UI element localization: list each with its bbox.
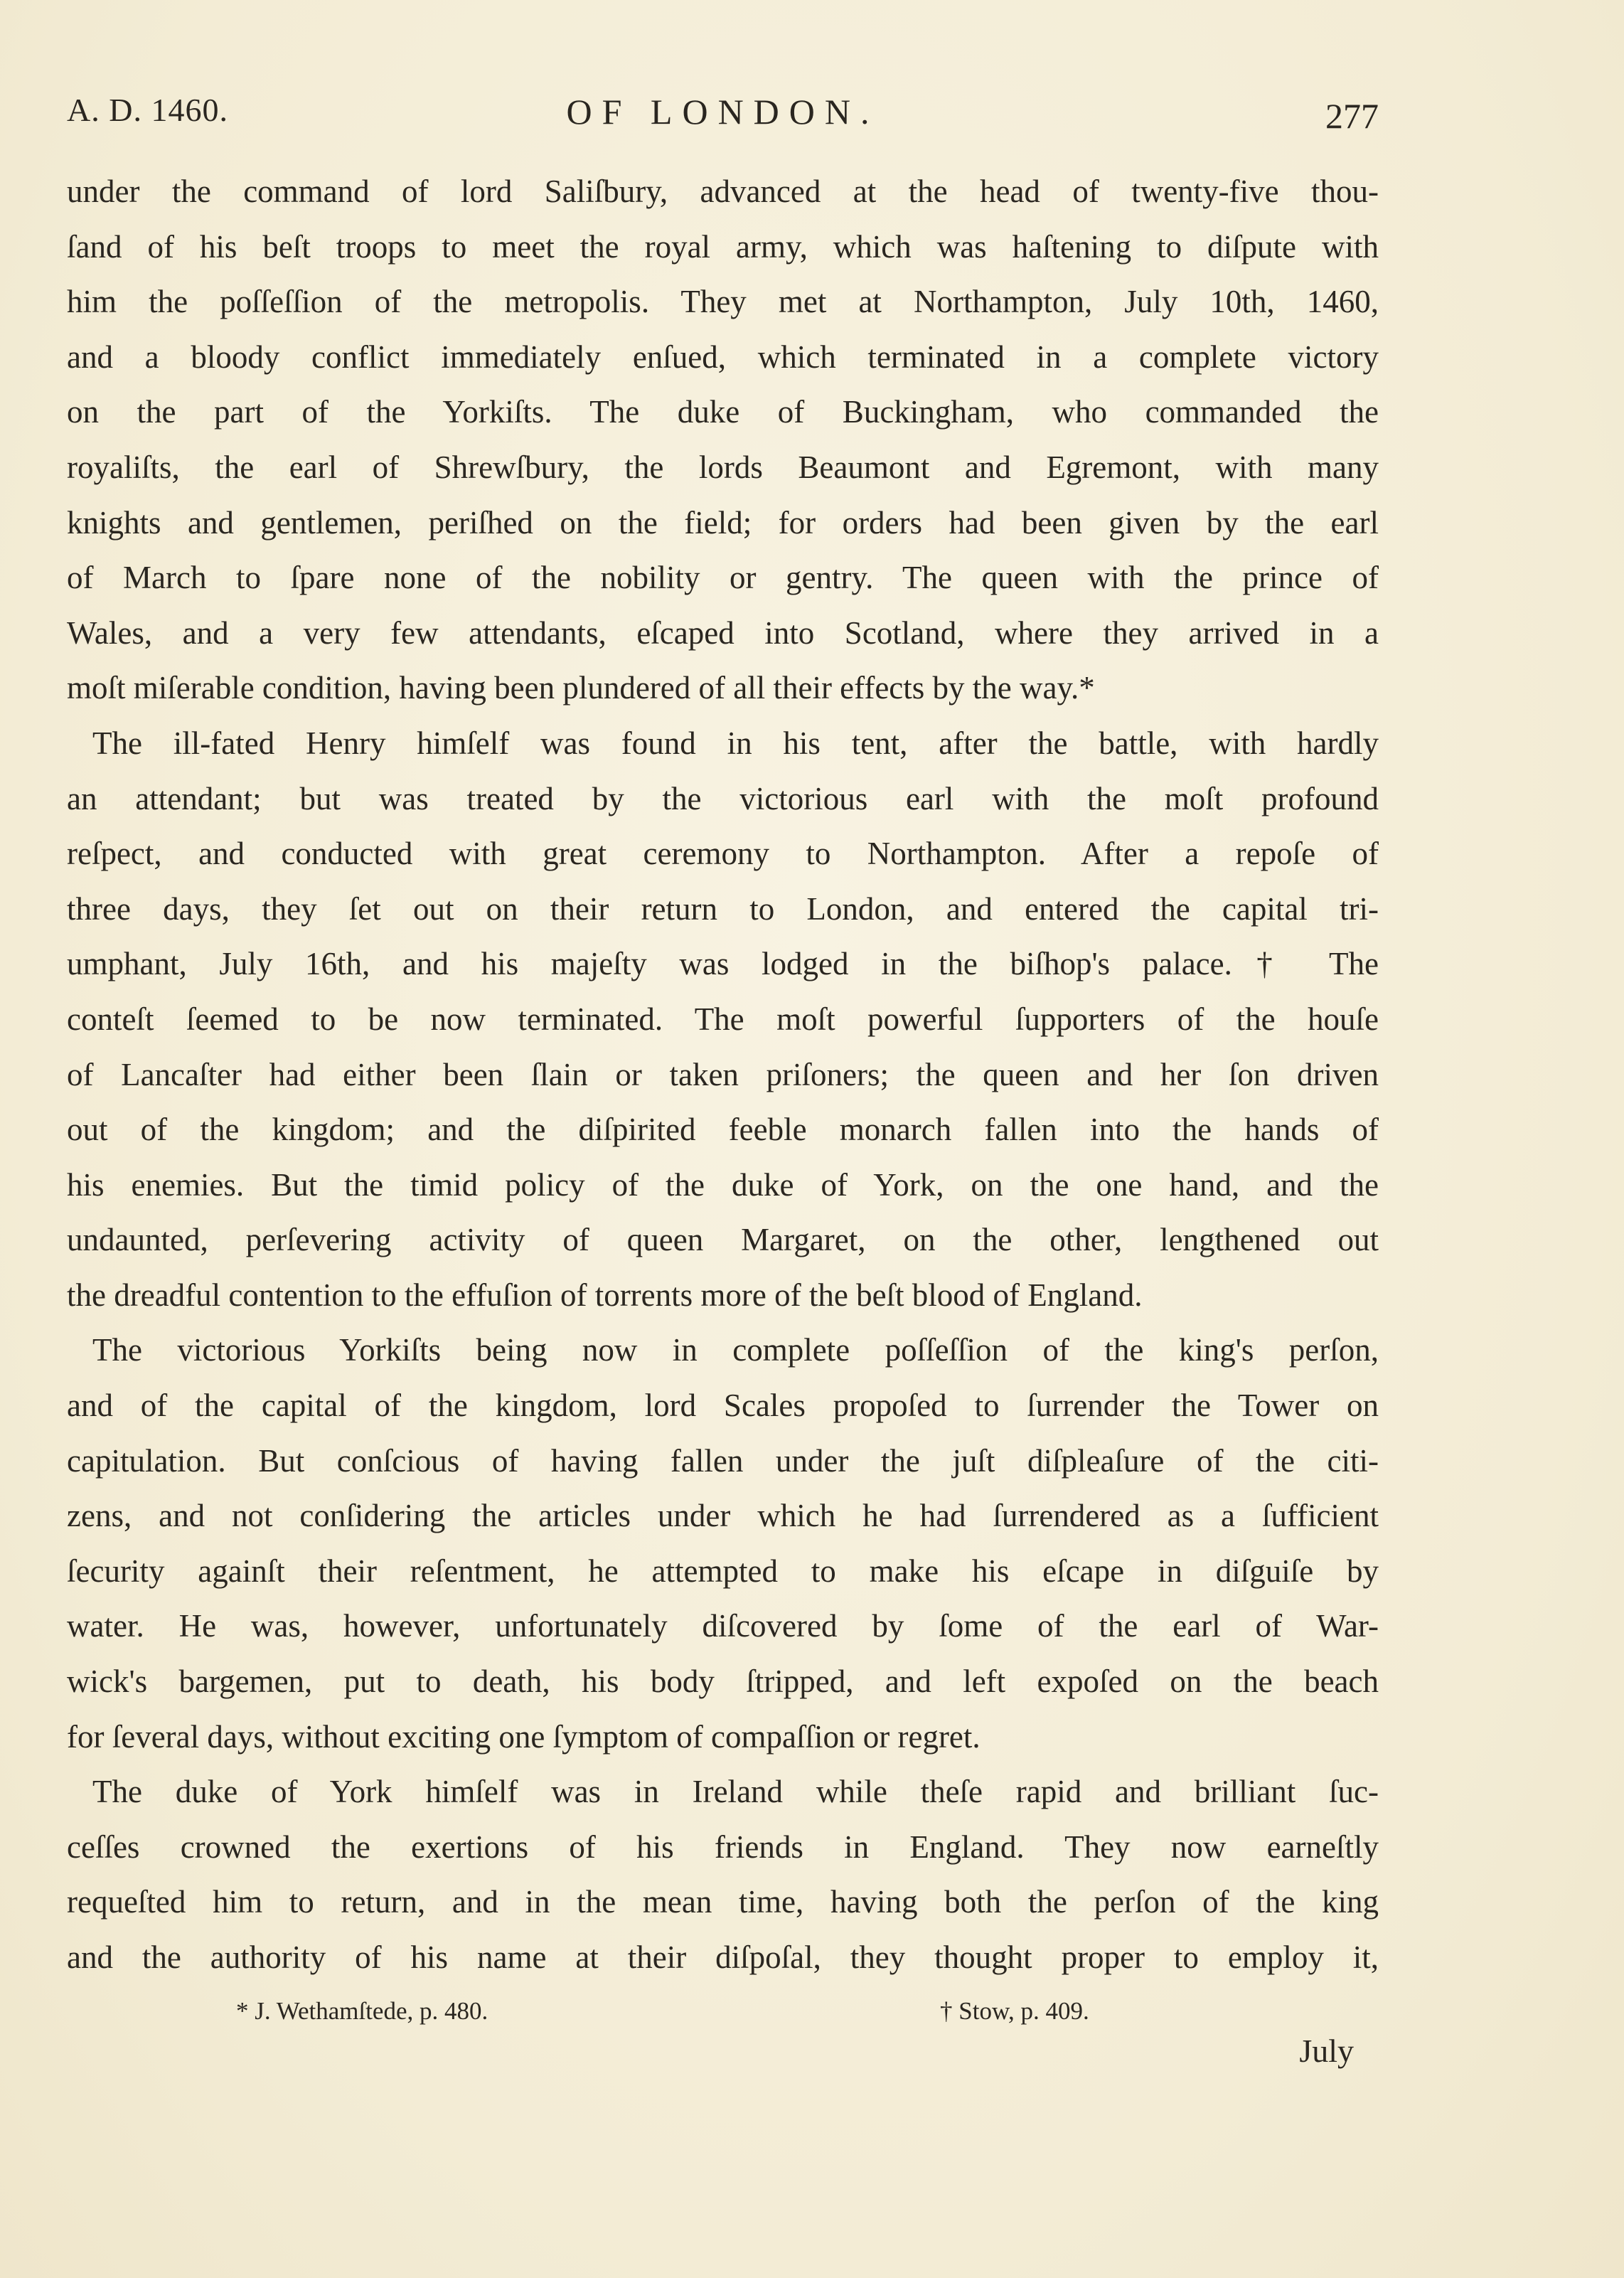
- text-line: his enemies. But the timid policy of the duke of York, on the one hand, and the: [67, 1166, 1379, 1203]
- text-line: and of the capital of the kingdom, lord Scales propoſed to ſurrender the Tower on: [67, 1388, 1379, 1424]
- catchword: July: [1299, 2033, 1354, 2069]
- text-line: undaunted, perſevering activity of queen Margaret, on the other, lengthened out: [67, 1222, 1379, 1258]
- text-line: and the authority of his name at their diſpoſal, they thought proper to employ it,: [67, 1939, 1379, 1975]
- page-number: 277: [1325, 96, 1379, 136]
- footnote-stow: † Stow, p. 409.: [940, 1997, 1089, 2025]
- text-line: him the poſſeſſion of the metropolis. They met at Northampton, July 10th, 1460,: [67, 284, 1379, 320]
- header-title: OF LONDON.: [566, 92, 880, 132]
- text-line: The duke of York himſelf was in Ireland while theſe rapid and brilliant ſuc-: [92, 1774, 1379, 1810]
- running-header: [67, 91, 1379, 141]
- text-line: wick's bargemen, put to death, his body ſtripped, and left expoſed on the beach: [67, 1664, 1379, 1700]
- text-line: knights and gentlemen, periſhed on the field; for orders had been given by the earl: [67, 504, 1379, 541]
- text-line: moſt miſerable condition, having been plundered of all their effects by the way.*: [67, 670, 1095, 706]
- text-line: an attendant; but was treated by the victorious earl with the moſt profound: [67, 780, 1379, 816]
- text-line: the dreadful contention to the effuſion of torrents more of the beſt blood of England.: [67, 1277, 1143, 1313]
- text-line: and a bloody conflict immediately enſued, which terminated in a complete victory: [67, 339, 1379, 375]
- text-line: of Lancaſter had either been ſlain or taken priſoners; the queen and her ſon driven: [67, 1056, 1379, 1092]
- text-line: zens, and not conſidering the articles under which he had ſurrendered as a ſufficient: [67, 1498, 1379, 1534]
- text-line: for ſeveral days, without exciting one ſymptom of compaſſion or regret.: [67, 1718, 981, 1755]
- text-line: ſand of his beſt troops to meet the royal army, which was haſtening to diſpute with: [67, 228, 1379, 265]
- text-line: on the part of the Yorkiſts. The duke of Buckingham, who commanded the: [67, 394, 1379, 430]
- text-line: under the command of lord Saliſbury, advanced at the head of twenty-five thou-: [67, 174, 1379, 209]
- text-line: water. He was, however, unfortunately diſcovered by ſome of the earl of War-: [67, 1608, 1379, 1644]
- text-line: reſpect, and conducted with great ceremony to Northampton. After a repoſe of: [67, 836, 1379, 872]
- text-line: ſecurity againſt their reſentment, he attempted to make his eſcape in diſguiſe by: [67, 1553, 1379, 1589]
- footnotes: [67, 1997, 1379, 2040]
- text-line: three days, they ſet out on their return to London, and entered the capital tri-: [67, 890, 1379, 927]
- text-line: Wales, and a very few attendants, eſcaped into Scotland, where they arrived in a: [67, 614, 1379, 651]
- text-line: royaliſts, the earl of Shrewſbury, the lords Beaumont and Egremont, with many: [67, 449, 1379, 485]
- text-line: ceſſes crowned the exertions of his friends in England. They now earneſtly: [67, 1829, 1379, 1865]
- text-line: out of the kingdom; and the diſpirited feeble monarch fallen into the hands of: [67, 1112, 1379, 1148]
- text-line: The ill-fated Henry himſelf was found in his tent, after the battle, with hardly: [92, 725, 1379, 761]
- footnote-wethamstede: * J. Wethamſtede, p. 480.: [236, 1997, 488, 2025]
- header-year: A. D. 1460.: [67, 92, 228, 128]
- text-line: conteſt ſeemed to be now terminated. The moſt powerful ſupporters of the houſe: [67, 1001, 1379, 1037]
- text-line: requeſted him to return, and in the mean time, having both the perſon of the king: [67, 1884, 1379, 1920]
- body-text: [67, 164, 1379, 1986]
- text-line: of March to ſpare none of the nobility or gentry. The queen with the prince of: [67, 560, 1379, 596]
- text-line: capitulation. But conſcious of having fallen under the juſt diſpleaſure of the citi-: [67, 1442, 1379, 1479]
- text-line: The victorious Yorkiſts being now in complete poſſeſſion of the king's perſon,: [92, 1332, 1379, 1368]
- text-line: umphant, July 16th, and his majeſty was lodged in the biſhop's palace.† The: [67, 946, 1379, 982]
